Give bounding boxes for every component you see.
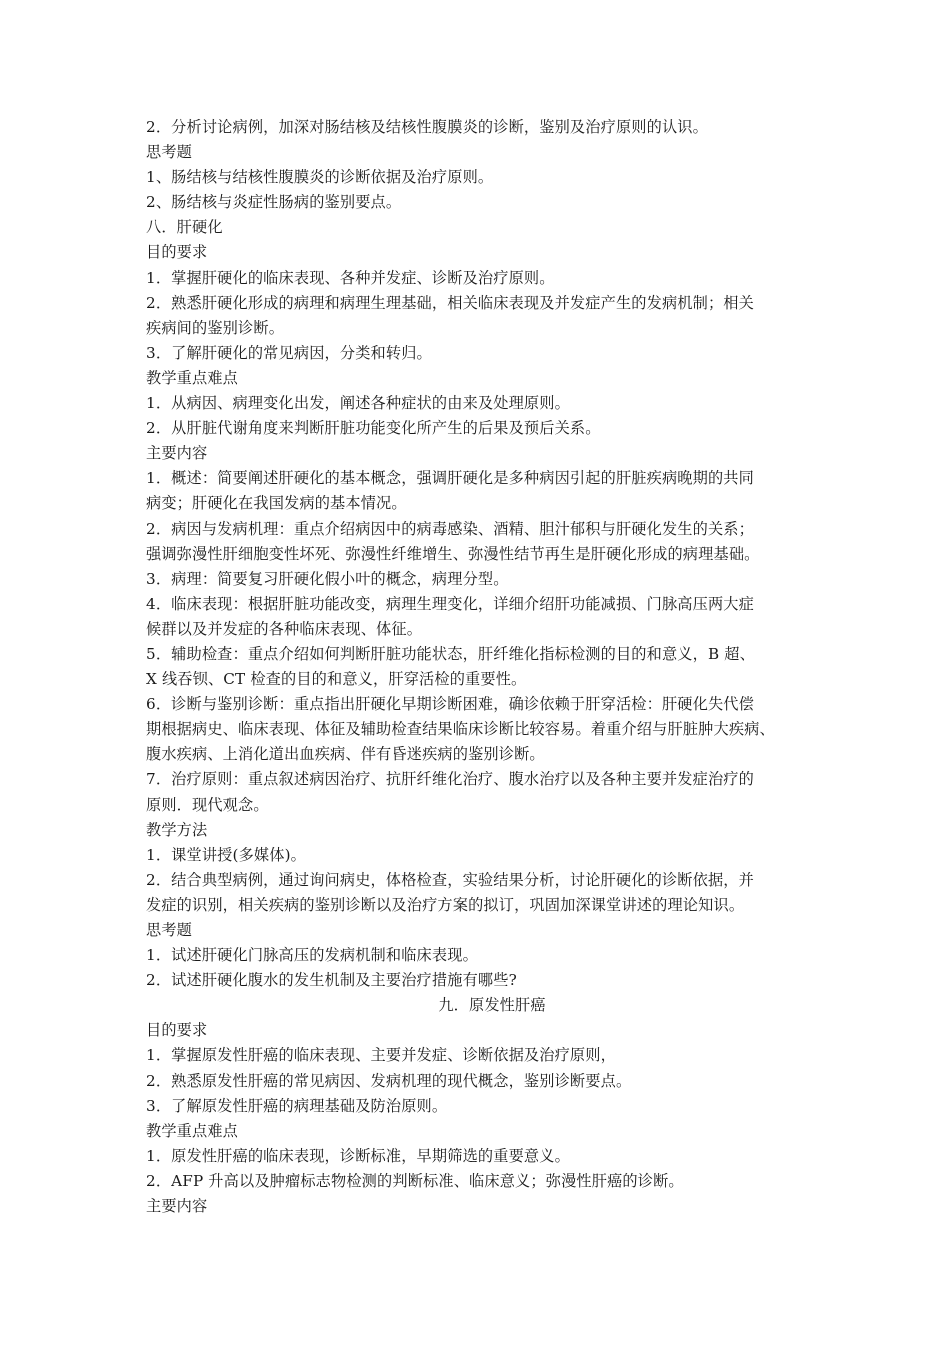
s9-goal1: 1．掌握原发性肝癌的临床表现、主要并发症、诊断依据及治疗原则， (146, 1046, 616, 1065)
s8-key1: 1．从病因、病理变化出发，阐述各种症状的由来及处理原则。 (146, 394, 570, 413)
s8-method2-line1: 2．结合典型病例，通过询问病史，体格检查，实验结果分析，讨论肝硬化的诊断依据，并 (146, 870, 754, 889)
s8-think-heading: 思考题 (146, 921, 193, 939)
s8-goal2-line1: 2．熟悉肝硬化形成的病理和病理生理基础，相关临床表现及并发症产生的发病机制；相关 (146, 293, 754, 312)
s9-key-heading: 教学重点难点 (146, 1121, 239, 1140)
s8-think1: 1．试述肝硬化门脉高压的发病机制和临床表现。 (146, 946, 478, 965)
s8-content7-line1: 7．治疗原则：重点叙述病因治疗、抗肝纤维化治疗、腹水治疗以及各种主要并发症治疗的 (146, 770, 754, 789)
s9-goal-heading: 目的要求 (146, 1021, 208, 1040)
s8-content4-line1: 4．临床表现：根据肝脏功能改变，病理生理变化，详细介绍肝功能减损、门脉高压两大症 (146, 594, 754, 613)
s8-key2: 2．从肝脏代谢角度来判断肝脏功能变化所产生的后果及预后关系。 (146, 419, 601, 438)
s8-content6-line3: 腹水疾病、上消化道出血疾病、伴有昏迷疾病的鉴别诊断。 (146, 745, 545, 764)
s9-goal2: 2．熟悉原发性肝癌的常见病因、发病机理的现代概念，鉴别诊断要点。 (146, 1071, 632, 1090)
s7-think1: 1、肠结核与结核性腹膜炎的诊断依据及治疗原则。 (146, 168, 494, 187)
s9-goal3: 3．了解原发性肝癌的病理基础及防治原则。 (146, 1096, 448, 1115)
s8-goal1: 1．掌握肝硬化的临床表现、各种并发症、诊断及治疗原则。 (146, 268, 555, 287)
s9-content-heading: 主要内容 (146, 1197, 208, 1216)
s9-key1: 1．原发性肝癌的临床表现，诊断标准，早期筛选的重要意义。 (146, 1146, 570, 1165)
s8-content5-line1: 5．辅助检查：重点介绍如何判断肝脏功能状态，肝纤维化指标检测的目的和意义，B 超、 (146, 644, 755, 663)
s8-content3: 3．病理：简要复习肝硬化假小叶的概念，病理分型。 (146, 569, 509, 588)
s8-content5-line2: X 线吞钡、CT 检查的目的和意义，肝穿活检的重要性。 (146, 670, 527, 689)
s9-title: 九．原发性肝癌 (438, 996, 546, 1015)
s8-content1-line2: 病变；肝硬化在我国发病的基本情况。 (146, 494, 407, 513)
s8-key-heading: 教学重点难点 (146, 368, 239, 387)
s8-method1: 1．课堂讲授(多媒体)。 (146, 845, 307, 864)
s7-item2: 2．分析讨论病例，加深对肠结核及结核性腹膜炎的诊断，鉴别及治疗原则的认识。 (146, 118, 708, 136)
s8-goal3: 3．了解肝硬化的常见病因，分类和转归。 (146, 343, 432, 362)
s8-content1-line1: 1．概述：简要阐述肝硬化的基本概念，强调肝硬化是多种病因引起的肝脏疾病晚期的共同 (146, 469, 754, 488)
s8-content6-line2: 期根据病史、临床表现、体征及辅助检查结果临床诊断比较容易。着重介绍与肝脏肿大疾病、 (146, 720, 775, 739)
s8-content4-line2: 候群以及并发症的各种临床表现、体征。 (146, 619, 423, 638)
s8-method2-line2: 发症的识别，相关疾病的鉴别诊断以及治疗方案的拟订，巩固加深课堂讲述的理论知识。 (146, 895, 745, 914)
s8-content2-line1: 2．病因与发病机理：重点介绍病因中的病毒感染、酒精、胆汁郁积与肝硬化发生的关系； (146, 519, 754, 538)
s8-goal2-line2: 疾病间的鉴别诊断。 (146, 318, 285, 337)
s8-content2-line2: 强调弥漫性肝细胞变性坏死、弥漫性纤维增生、弥漫性结节再生是肝硬化形成的病理基础。 (146, 544, 760, 563)
s8-method-heading: 教学方法 (146, 820, 208, 839)
s8-content-heading: 主要内容 (146, 444, 208, 463)
s7-think-heading: 思考题 (146, 143, 193, 162)
document-page (146, 115, 814, 1219)
s8-content7-line2: 原则．现代观念。 (146, 795, 269, 814)
s8-goal-heading: 目的要求 (146, 243, 208, 262)
s9-key2: 2．AFP 升高以及肿瘤标志物检测的判断标准、临床意义；弥漫性肝癌的诊断。 (146, 1171, 684, 1190)
s7-think2: 2、肠结核与炎症性肠病的鉴别要点。 (146, 193, 402, 212)
s8-content6-line1: 6．诊断与鉴别诊断：重点指出肝硬化早期诊断困难，确诊依赖于肝穿活检：肝硬化失代偿 (146, 695, 754, 714)
s8-title: 八．肝硬化 (146, 218, 223, 237)
s8-think2: 2．试述肝硬化腹水的发生机制及主要治疗措施有哪些? (146, 971, 517, 990)
